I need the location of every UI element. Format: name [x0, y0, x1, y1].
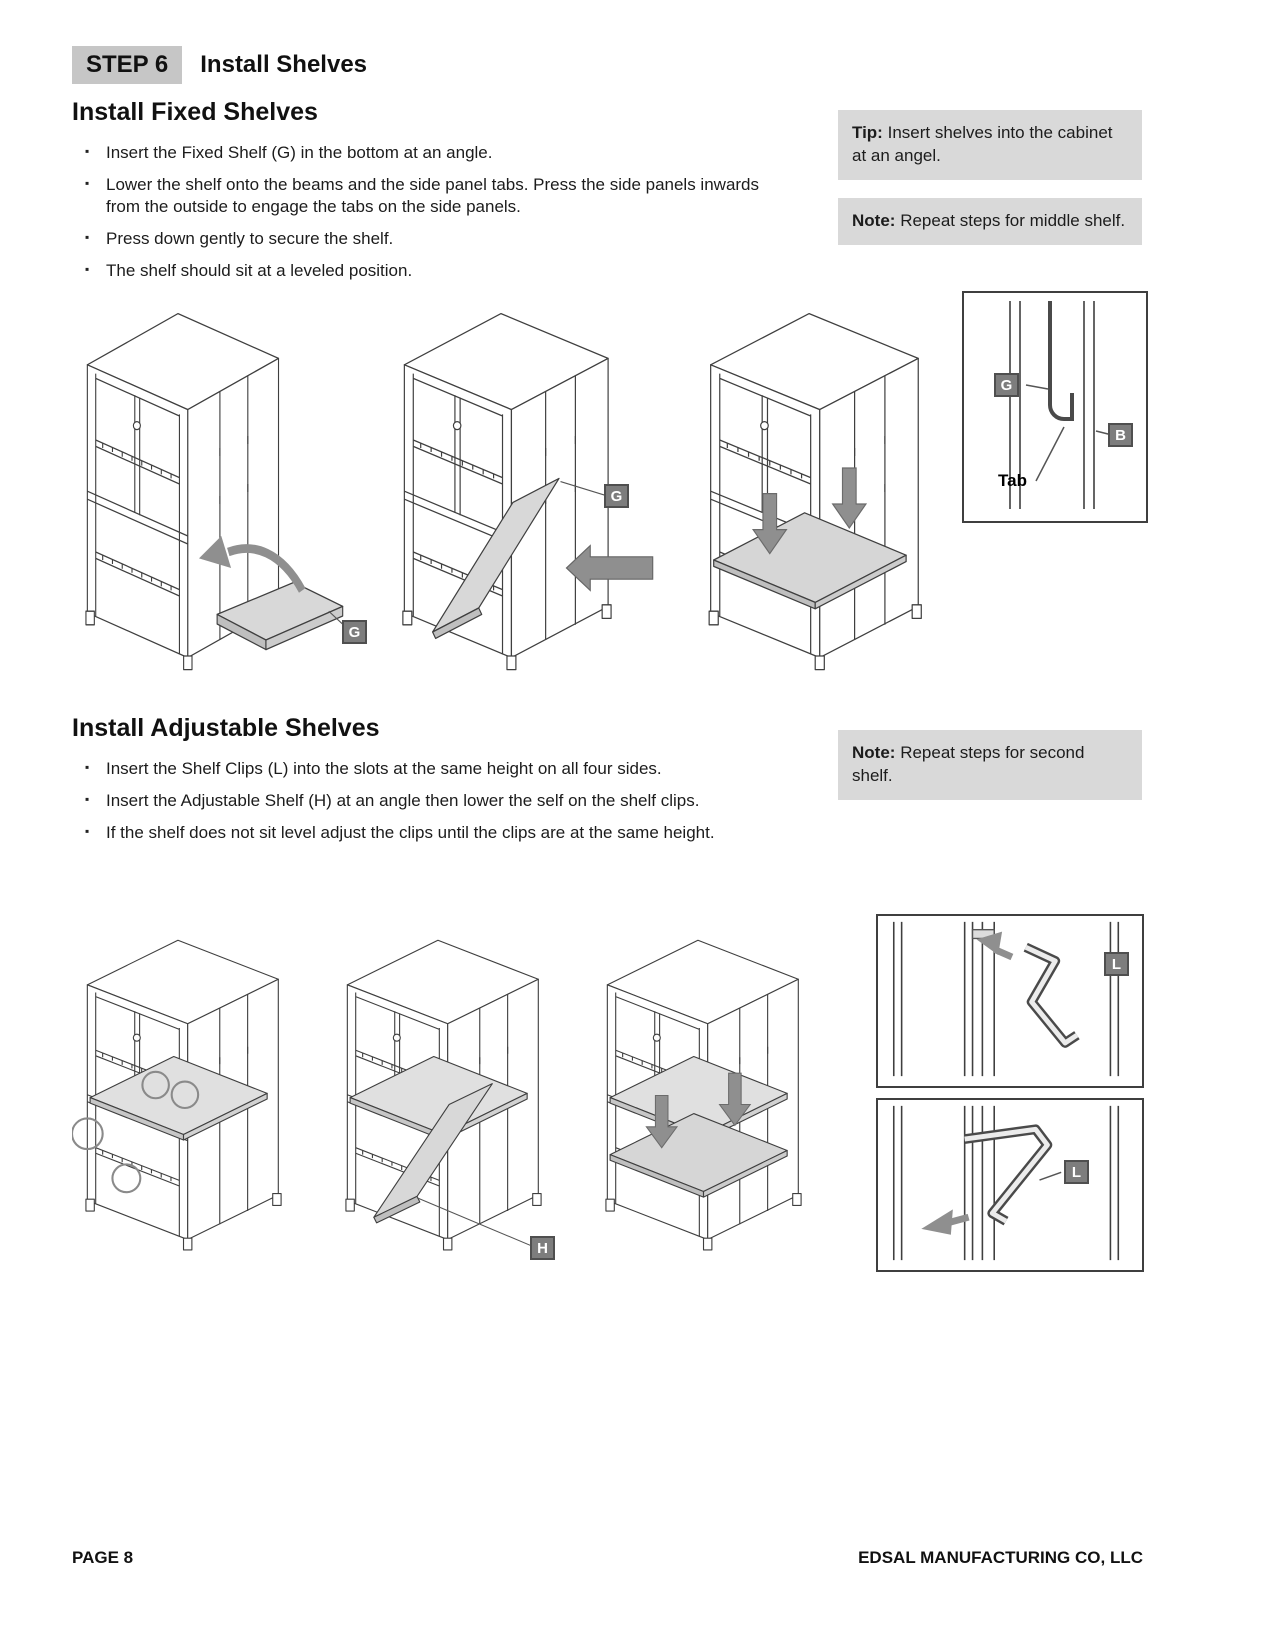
figure-adjustable-shelf-lowered	[592, 918, 822, 1266]
figure-clip-positions	[72, 918, 302, 1266]
step-badge: STEP 6	[72, 46, 182, 84]
cabinet-illustration	[592, 918, 822, 1266]
adjustable-shelves-bullets	[76, 758, 766, 854]
label-chip-g: G	[994, 373, 1019, 397]
tip-callout	[838, 110, 1142, 180]
note-callout-middle-shelf	[838, 198, 1142, 245]
adjustable-shelves-figures	[72, 918, 822, 1266]
tip-label: Tip:	[852, 123, 883, 142]
label-chip-l: L	[1104, 952, 1129, 976]
figure-adjustable-shelf-angle	[332, 918, 562, 1266]
bullet-item: ▪ Press down gently to secure the shelf.	[76, 228, 766, 250]
clip-remove-detail-inset	[876, 1098, 1144, 1272]
tab-detail-drawing	[964, 293, 1142, 517]
cabinet-illustration	[72, 288, 372, 688]
bullet-item: ▪ Insert the Shelf Clips (L) into the slots at the same height on all four sides.	[76, 758, 766, 780]
note-callout-second-shelf	[838, 730, 1142, 800]
clip-insert-detail-inset	[876, 914, 1144, 1088]
clip-detail-drawing	[878, 1100, 1138, 1266]
step-header	[72, 46, 367, 84]
tab-detail-inset	[962, 291, 1148, 523]
label-chip-h: H	[530, 1236, 555, 1260]
figure-shelf-angled-inside	[388, 288, 678, 688]
bullet-item: ▪ If the shelf does not sit level adjust the clips until the clips are at the same height.	[76, 822, 766, 844]
figure-insert-shelf-angle	[72, 288, 372, 688]
fixed-shelves-figures	[72, 288, 944, 688]
tab-label: Tab	[998, 471, 1027, 490]
label-chip-l: L	[1064, 1160, 1089, 1184]
page-number: PAGE 8	[72, 1548, 134, 1567]
cabinet-illustration	[694, 288, 944, 688]
cabinet-illustration	[332, 918, 562, 1266]
tip-text: Insert shelves into the cabinet at an angel.	[852, 123, 1113, 165]
bullet-item: ▪ Insert the Adjustable Shelf (H) at an angle then lower the self on the shelf clips.	[76, 790, 766, 812]
cabinet-illustration	[388, 288, 678, 688]
figure-shelf-pressed-down	[694, 288, 944, 688]
label-chip-b: B	[1108, 423, 1133, 447]
bullet-item: ▪ Lower the shelf onto the beams and the side panel tabs. Press the side panels inwards from the outside to engage the tabs on the side panels.	[76, 174, 766, 218]
cabinet-illustration	[72, 918, 302, 1266]
note-label: Note:	[852, 743, 896, 762]
fixed-shelves-bullets	[76, 142, 766, 292]
note-text: Repeat steps for middle shelf.	[900, 211, 1126, 230]
page-title: Install Shelves	[200, 51, 368, 78]
fixed-shelves-heading: Install Fixed Shelves	[72, 98, 318, 126]
bullet-item: ▪ Insert the Fixed Shelf (G) in the bottom at an angle.	[76, 142, 766, 164]
adjustable-shelves-heading: Install Adjustable Shelves	[72, 714, 380, 742]
note-text: Repeat steps for second shelf.	[852, 743, 1085, 785]
label-chip-g: G	[342, 620, 367, 644]
clip-detail-drawing	[878, 916, 1138, 1082]
label-chip-g: G	[604, 484, 629, 508]
company-name: EDSAL MANUFACTURING CO, LLC	[858, 1548, 1143, 1567]
bullet-item: ▪ The shelf should sit at a leveled position.	[76, 260, 766, 282]
note-label: Note:	[852, 211, 896, 230]
